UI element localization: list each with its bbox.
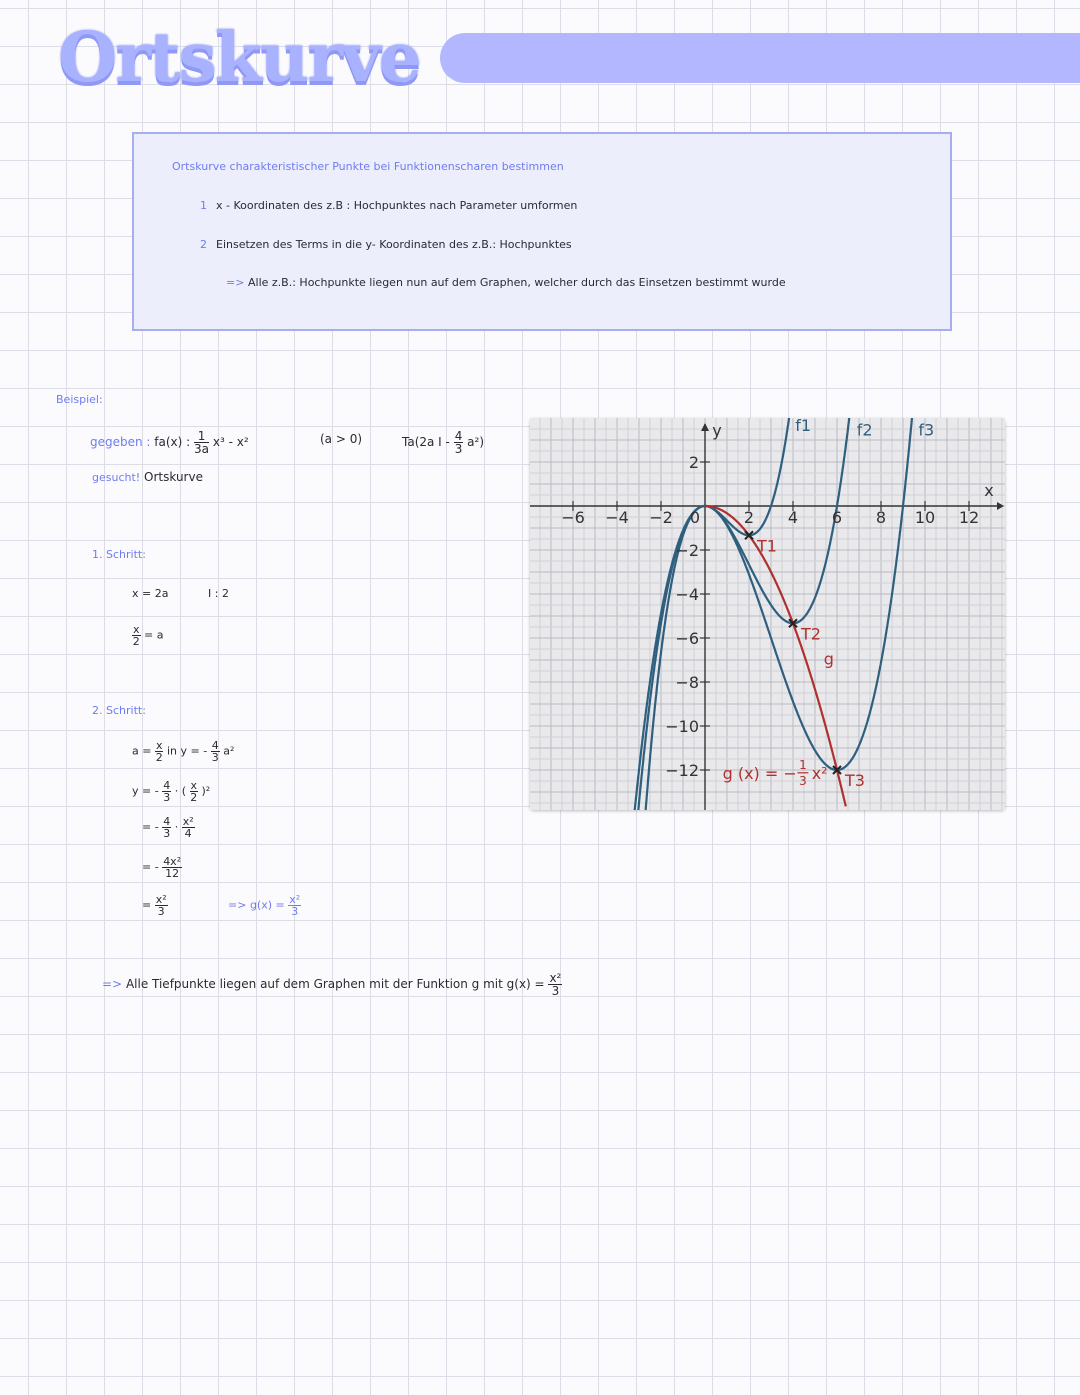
curve-label-f1: f1 xyxy=(795,418,812,436)
step2-l2-den2: 2 xyxy=(190,791,198,804)
step2-result-den: 3 xyxy=(291,905,299,918)
step1-operation: I : 2 xyxy=(208,587,229,600)
final-den: 3 xyxy=(551,984,560,998)
step2-l3-a: = - xyxy=(142,820,159,834)
step2-l4-num: 4x² xyxy=(163,855,182,868)
x-axis-label: x xyxy=(984,481,994,500)
x-tick-label: 4 xyxy=(787,508,799,527)
step2-l5-den: 3 xyxy=(157,905,165,918)
given-point xyxy=(402,430,484,455)
step2-result-a: g(x) = xyxy=(249,898,285,912)
box-conclusion: Alle z.B.: Hochpunkte liegen nun auf dem Graphen, welcher durch das Einsetzen bestimmt wurde xyxy=(248,276,786,289)
step2-line4 xyxy=(142,856,182,879)
given-point-b: a²) xyxy=(467,435,485,449)
graph-svg xyxy=(530,418,1005,810)
given-fraction-num: 1 xyxy=(194,430,209,443)
formula-label: g (x) = − xyxy=(722,763,797,783)
step2-l4-a: = - xyxy=(142,860,159,874)
formula-rest: x² xyxy=(811,763,828,783)
x-tick-label: −4 xyxy=(605,508,629,527)
sought-line xyxy=(92,470,203,484)
step2-line2 xyxy=(132,780,210,803)
title-decoration-bar xyxy=(440,33,1080,83)
final-line xyxy=(102,972,562,997)
step2-result xyxy=(228,894,301,917)
given-fraction-den: 3a xyxy=(194,442,210,456)
sought-value: Ortskurve xyxy=(144,470,203,484)
step2-line1 xyxy=(132,740,234,763)
step1-line1: x = 2a xyxy=(132,587,169,600)
step2-l3-num2: x² xyxy=(182,815,194,828)
given-fraction xyxy=(194,430,209,455)
step2-l1-b: in y = - xyxy=(166,744,208,758)
curve-label-g: g xyxy=(823,649,834,669)
y-tick-label: −8 xyxy=(675,673,699,692)
step2-l1-num2: 4 xyxy=(211,739,219,752)
step2-l5-num: x² xyxy=(155,893,167,906)
step2-l1-num: x xyxy=(155,739,163,752)
given-line xyxy=(90,430,249,455)
given-label: gegeben : xyxy=(90,435,151,449)
step2-l3-b: · xyxy=(174,820,179,834)
step2-l3-den2: 4 xyxy=(184,827,192,840)
box-step1-number: 1 xyxy=(200,199,207,212)
step2-l2-b: · ( xyxy=(174,784,186,798)
x-tick-label: −2 xyxy=(649,508,673,527)
step2-line5 xyxy=(142,894,168,917)
y-axis-label: y xyxy=(712,421,722,440)
given-point-num: 4 xyxy=(454,429,463,443)
y-tick-label: −12 xyxy=(665,761,699,780)
x-tick-label: −6 xyxy=(561,508,585,527)
box-arrow: => xyxy=(226,276,245,289)
step2-l1-a: a = xyxy=(132,744,152,758)
given-rest: x³ - x² xyxy=(212,435,249,449)
given-condition: (a > 0) xyxy=(320,432,363,446)
origin-label: 0 xyxy=(689,508,701,527)
y-tick-label: −2 xyxy=(675,541,699,560)
curve-label-f3: f3 xyxy=(918,420,935,440)
final-arrow: => xyxy=(102,977,123,991)
y-tick-label: −4 xyxy=(675,585,699,604)
given-function-name: fa(x) : xyxy=(154,435,191,449)
point-label-T1: T1 xyxy=(757,536,777,556)
step2-result-num: x² xyxy=(289,893,301,906)
x-tick-label: 10 xyxy=(914,508,936,527)
page-title: Ortskurve xyxy=(58,18,420,98)
box-step2-text: Einsetzen des Terms in die y- Koordinaten des z.B.: Hochpunktes xyxy=(216,238,572,251)
step2-label: 2. Schritt: xyxy=(92,704,146,717)
step2-result-arrow: => xyxy=(228,898,247,912)
step2-l1-c: a² xyxy=(223,744,235,758)
step1-line2-rest: = a xyxy=(144,628,164,642)
step2-l5-a: = xyxy=(142,898,152,912)
final-text: Alle Tiefpunkte liegen auf dem Graphen mit der Funktion g mit g(x) = xyxy=(125,977,545,991)
step2-l2-a: y = - xyxy=(132,784,159,798)
y-tick-label: 2 xyxy=(688,453,699,472)
step1-line2 xyxy=(132,624,163,647)
step2-l2-num: 4 xyxy=(163,779,171,792)
step2-line3 xyxy=(142,816,195,839)
step2-l1-den: 2 xyxy=(155,751,163,764)
given-point-den: 3 xyxy=(454,442,463,456)
step2-l4-den: 12 xyxy=(165,867,180,880)
step2-l3-num: 4 xyxy=(163,815,171,828)
y-tick-label: −10 xyxy=(665,717,699,736)
step2-l2-num2: x xyxy=(190,779,198,792)
step1-line2-num: x xyxy=(133,623,140,636)
sought-label: gesucht! xyxy=(92,471,141,484)
graph-figure xyxy=(530,418,1005,810)
box-step1-text: x - Koordinaten des z.B : Hochpunktes nach Parameter umformen xyxy=(216,199,578,212)
given-point-fraction xyxy=(454,430,464,455)
step2-l3-den: 3 xyxy=(163,827,171,840)
x-tick-label: 12 xyxy=(958,508,980,527)
x-tick-label: 2 xyxy=(743,508,755,527)
given-point-a: Ta(2a I - xyxy=(402,435,450,449)
graph-background xyxy=(530,418,1005,810)
x-tick-label: 8 xyxy=(875,508,887,527)
y-tick-label: −6 xyxy=(675,629,699,648)
example-label: Beispiel: xyxy=(56,393,103,406)
step2-l2-c: )² xyxy=(201,784,211,798)
step2-l2-den: 3 xyxy=(163,791,171,804)
step1-line2-den: 2 xyxy=(132,635,140,648)
curve-label-f2: f2 xyxy=(856,420,873,440)
box-step2-number: 2 xyxy=(200,238,207,251)
point-label-T2: T2 xyxy=(801,624,821,644)
step1-label: 1. Schritt: xyxy=(92,548,146,561)
formula-num: 1 xyxy=(799,757,807,772)
x-tick-label: 6 xyxy=(831,508,843,527)
step2-l1-den2: 3 xyxy=(211,751,219,764)
formula-den: 3 xyxy=(799,773,807,788)
final-num: x² xyxy=(549,971,562,985)
point-label-T3: T3 xyxy=(845,771,865,790)
box-heading: Ortskurve charakteristischer Punkte bei Funktionenscharen bestimmen xyxy=(172,160,564,173)
